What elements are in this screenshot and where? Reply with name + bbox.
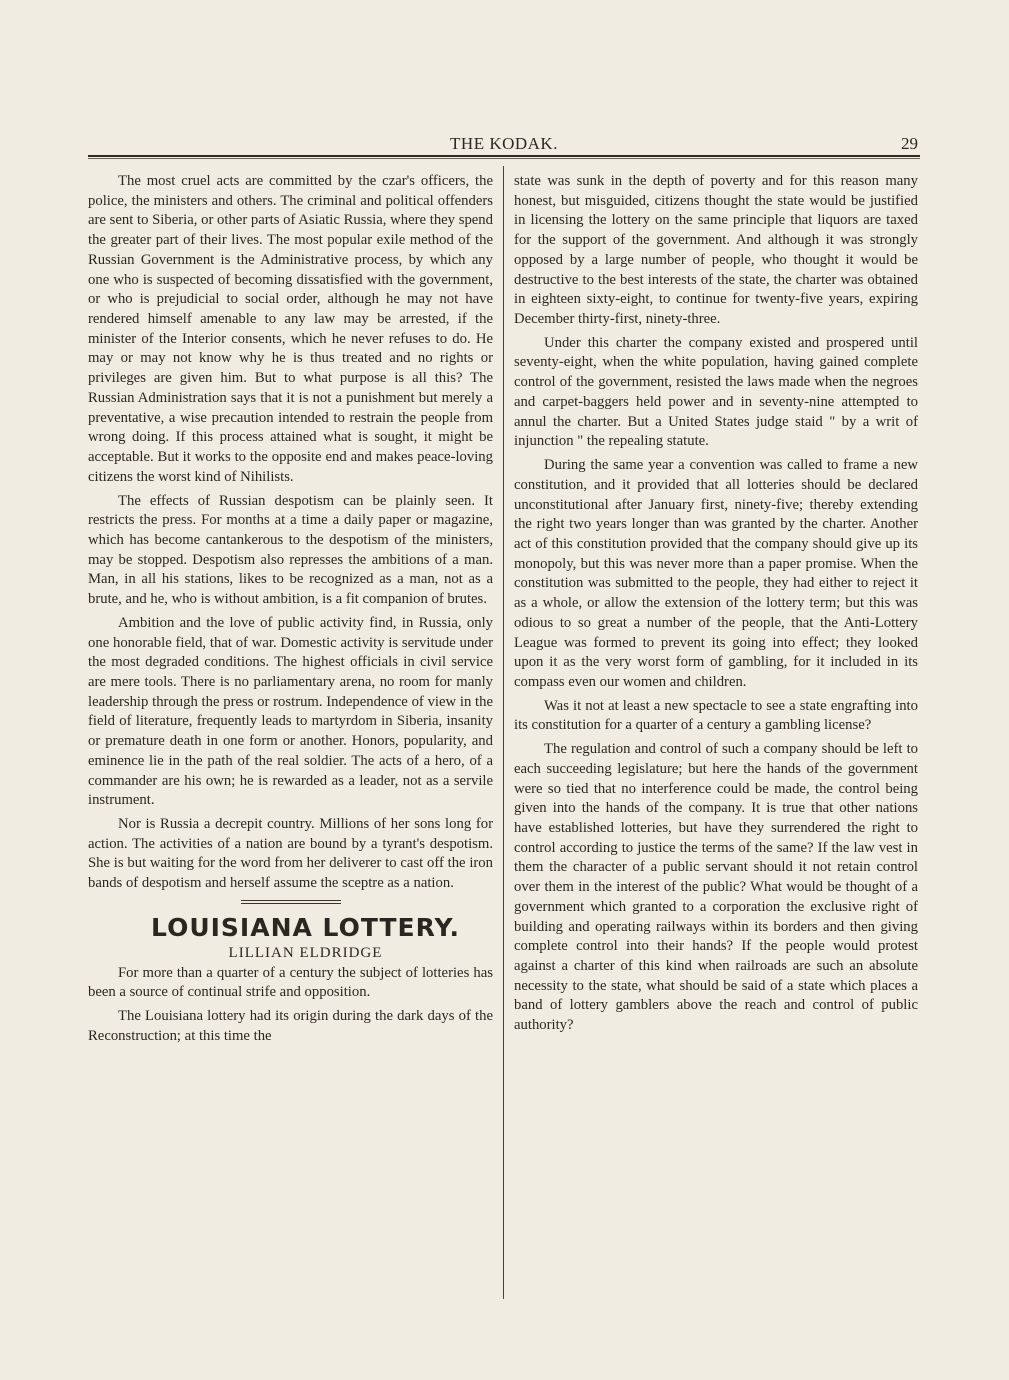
paragraph: Was it not at least a new spectacle to see a state engrafting into its constitution for a quarter of a century a gambling license? [514, 697, 918, 734]
paragraph: The most cruel acts are committed by the czar's officers, the police, the ministers and others. The criminal and political offenders are sent to Siberia, or other parts of Asiatic Russia, where they spend the greater part of their lives. The most popular exile method of the Russian Government is the Administrative process, by which any one who is suspected of becoming dissatisfied with the government, or who is prejudicial to social order, although he may not have rendered himself amenable to any law may be arrested, if the minister of the Interior consents, which he never refuses to do. He may or may not know why he is thus treated and no rights or privileges are given him. But to what purpose is all this? The Russian Administration says that it is not a punishment but merely a preventative, a wise precaution intended to restrain the people from wrong doing. If this process attained what is sought, it might be acceptable. But it works to the opposite end and makes peace-loving citizens the worst kind of Nihilists. [88, 173, 493, 485]
paragraph: For more than a quarter of a century the subject of lotteries has been a source of continual strife and opposition. [88, 964, 493, 1001]
journal-title: THE KODAK. [450, 134, 558, 153]
header-rule [88, 155, 920, 159]
paragraph: Nor is Russia a decrepit country. Millions of her sons long for action. The activities of a nation are bound by a tyrant's despotism. She is but waiting for the word from her deliverer to cast off the iron bands of despotism and herself assume the sceptre as a nation. [88, 816, 493, 892]
paragraph: The regulation and control of such a company should be left to each succeeding legislature; but here the hands of the government were so tied that no interference could be made, the control being given into the hands of the company. It is true that other nations have established lotteries, but have they surrendered the right to control according to justice the terms of the same? If the law vest in them the character of a public servant should it not retain control over them in the interest of the public? What would be thought of a government which granted to a corporation the exclusive right of building and operating railways within its borders and then giving complete control into their hands? If the people would protest against a charter of this kind when railroads are such an absolute necessity to the state, what should be said of a state which places a band of lottery gamblers above the reach and control of public authority? [514, 741, 918, 1034]
right-column [514, 172, 918, 1036]
paragraph: During the same year a convention was called to frame a new constitution, and it provided that all lotteries should be declared unconstitutional after January first, ninety-five; thereby extending the right two years longer than was granted by the charter. Another act of this constitution provided that the company should give up its monopoly, but this was never more than a paper promise. When the constitution was submitted to the people, they had either to reject it as a whole, or allow the extension of the lottery term; but this was odious to so great a number of the people, that the Anti-Lottery League was formed to prevent its going into effect; they looked upon it as the very worst form of gambling, for it included in its compass even our women and children. [514, 457, 918, 690]
paragraph: The effects of Russian despotism can be plainly seen. It restricts the press. For months at a time a daily paper or magazine, which has become cantankerous to the despotism of the ministers, may be stopped. Despotism also represses the ambitions of a man. Man, in all his stations, likes to be recognized as a man, not as a brute, and he, who is without ambition, is a fit companion of brutes. [88, 492, 493, 608]
column-divider [503, 166, 504, 1299]
page-number: 29 [901, 134, 918, 153]
paragraph: state was sunk in the depth of poverty and for this reason many honest, but misguided, citizens thought the state would be justified in licensing the lottery on the same principle that liquors are taxed for the support of the government. And although it was strongly opposed by a large number of people, who thought it would be destructive to the best interests of the state, the charter was obtained in eighteen sixty-eight, to continue for twenty-five years, expiring December thirty-first, ninety-three. [514, 173, 918, 328]
paragraph: Under this charter the company existed and prospered until seventy-eight, when the white population, having gained complete control of the government, resisted the laws made when the negroes and carpet-baggers held power and in seventy-nine attempted to annul the charter. But a United States judge staid " by a writ of injunction " the repealing statute. [514, 334, 918, 450]
author-byline: LILLIAN ELDRIDGE [228, 944, 383, 961]
running-header [88, 134, 920, 156]
article-title: LOUISIANA LOTTERY. [151, 912, 460, 942]
left-column [88, 172, 493, 1046]
section-divider [241, 900, 341, 904]
paragraph: The Louisiana lottery had its origin during the dark days of the Reconstruction; at this time the [88, 1008, 493, 1044]
paragraph: Ambition and the love of public activity find, in Russia, only one honorable field, that of war. Domestic activity is servitude under the most degraded conditions. The highest officials in civil service are mere tools. There is no parliamentary arena, no room for manly leadership through the press or rostrum. Independence of view in the field of literature, frequently leads to martyrdom in Siberia, insanity or premature death in one form or another. Honors, popularity, and eminence lie in the path of the real soldier. The acts of a hero, of a commander are his own; he is rewarded as a leader, not as a servile instrument. [88, 614, 493, 809]
